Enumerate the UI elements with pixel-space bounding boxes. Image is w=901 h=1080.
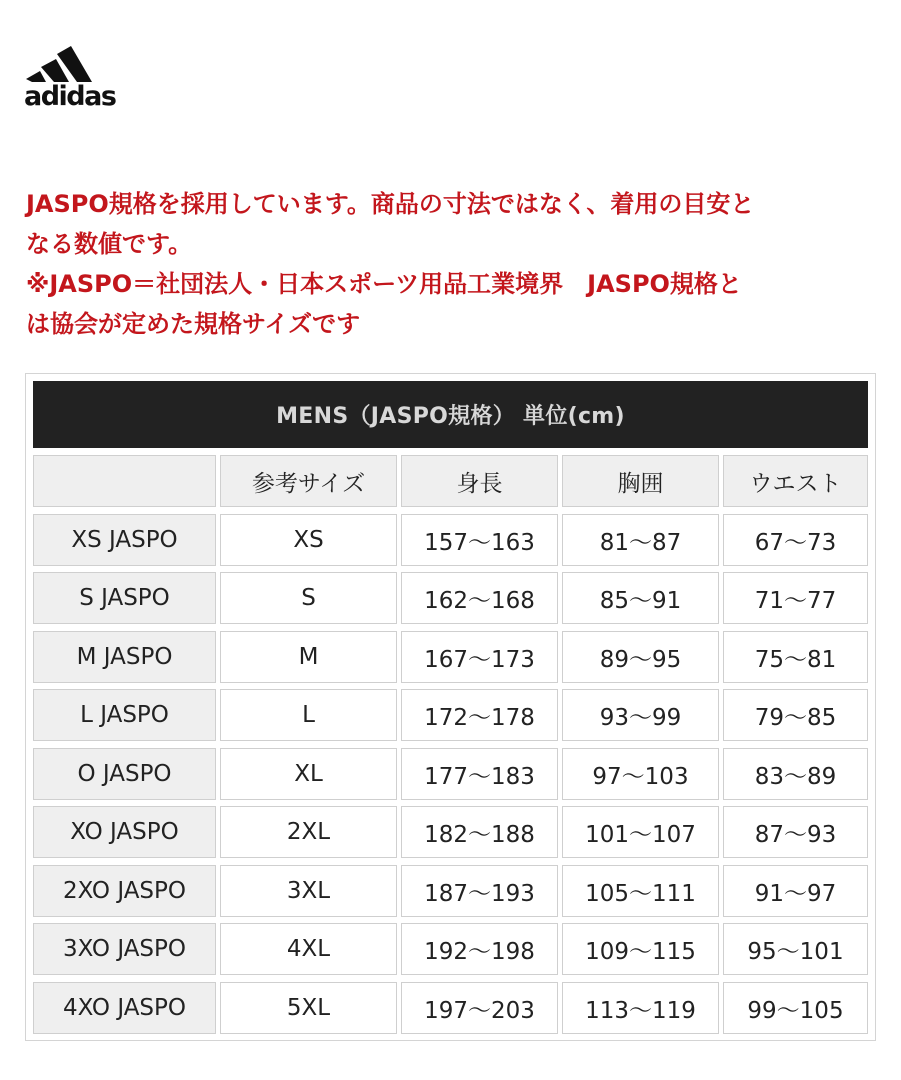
table-cell-reference-size: 5XL [220, 982, 397, 1034]
table-cell-waist: 71〜77 [723, 572, 868, 624]
table-cell-height: 167〜173 [401, 631, 558, 683]
table-cell-height: 182〜188 [401, 806, 558, 858]
table-cell-waist: 99〜105 [723, 982, 868, 1034]
table-cell-waist: 91〜97 [723, 865, 868, 917]
notice-line-1: JASPO規格を採用しています。商品の寸法ではなく、着用の目安と [26, 190, 755, 218]
table-cell-height: 177〜183 [401, 748, 558, 800]
table-cell-chest: 101〜107 [562, 806, 719, 858]
table-cell-reference-size: M [220, 631, 397, 683]
table-cell-size-label: 4XO JASPO [33, 982, 216, 1034]
table-cell-chest: 89〜95 [562, 631, 719, 683]
table-cell-reference-size: XS [220, 514, 397, 566]
notice-line-4: は協会が定めた規格サイズです [26, 310, 361, 338]
size-notice [26, 184, 882, 344]
table-cell-chest: 105〜111 [562, 865, 719, 917]
table-cell-chest: 113〜119 [562, 982, 719, 1034]
table-cell-waist: 83〜89 [723, 748, 868, 800]
table-cell-waist: 75〜81 [723, 631, 868, 683]
column-header-size-label [33, 455, 216, 507]
table-cell-height: 172〜178 [401, 689, 558, 741]
adidas-three-stripes-icon [24, 38, 134, 82]
table-cell-size-label: 3XO JASPO [33, 923, 216, 975]
table-cell-reference-size: 3XL [220, 865, 397, 917]
table-cell-size-label: M JASPO [33, 631, 216, 683]
table-cell-size-label: L JASPO [33, 689, 216, 741]
notice-line-2: なる数値です。 [26, 230, 193, 258]
table-cell-size-label: S JASPO [33, 572, 216, 624]
table-cell-size-label: 2XO JASPO [33, 865, 216, 917]
table-cell-reference-size: S [220, 572, 397, 624]
table-cell-reference-size: L [220, 689, 397, 741]
adidas-logo [24, 38, 134, 114]
table-cell-reference-size: XL [220, 748, 397, 800]
column-header-height: 身長 [401, 455, 558, 507]
table-cell-chest: 81〜87 [562, 514, 719, 566]
table-cell-height: 192〜198 [401, 923, 558, 975]
column-header-reference-size: 参考サイズ [220, 455, 397, 507]
notice-line-3: ※JASPO＝社団法人・日本スポーツ用品工業境界 JASPO規格と [26, 270, 742, 298]
table-cell-chest: 97〜103 [562, 748, 719, 800]
table-cell-size-label: XS JASPO [33, 514, 216, 566]
table-cell-waist: 87〜93 [723, 806, 868, 858]
table-cell-height: 197〜203 [401, 982, 558, 1034]
table-cell-chest: 109〜115 [562, 923, 719, 975]
column-header-chest: 胸囲 [562, 455, 719, 507]
table-cell-waist: 67〜73 [723, 514, 868, 566]
table-cell-waist: 79〜85 [723, 689, 868, 741]
table-cell-waist: 95〜101 [723, 923, 868, 975]
table-cell-reference-size: 4XL [220, 923, 397, 975]
table-cell-chest: 93〜99 [562, 689, 719, 741]
table-cell-size-label: XO JASPO [33, 806, 216, 858]
table-cell-chest: 85〜91 [562, 572, 719, 624]
adidas-wordmark: adidas [24, 81, 116, 112]
column-header-waist: ウエスト [723, 455, 868, 507]
table-cell-reference-size: 2XL [220, 806, 397, 858]
size-chart-title: MENS（JASPO規格） 単位(cm) [33, 381, 868, 448]
size-chart-table [25, 373, 876, 1041]
table-cell-height: 187〜193 [401, 865, 558, 917]
table-cell-height: 157〜163 [401, 514, 558, 566]
table-cell-size-label: O JASPO [33, 748, 216, 800]
table-cell-height: 162〜168 [401, 572, 558, 624]
